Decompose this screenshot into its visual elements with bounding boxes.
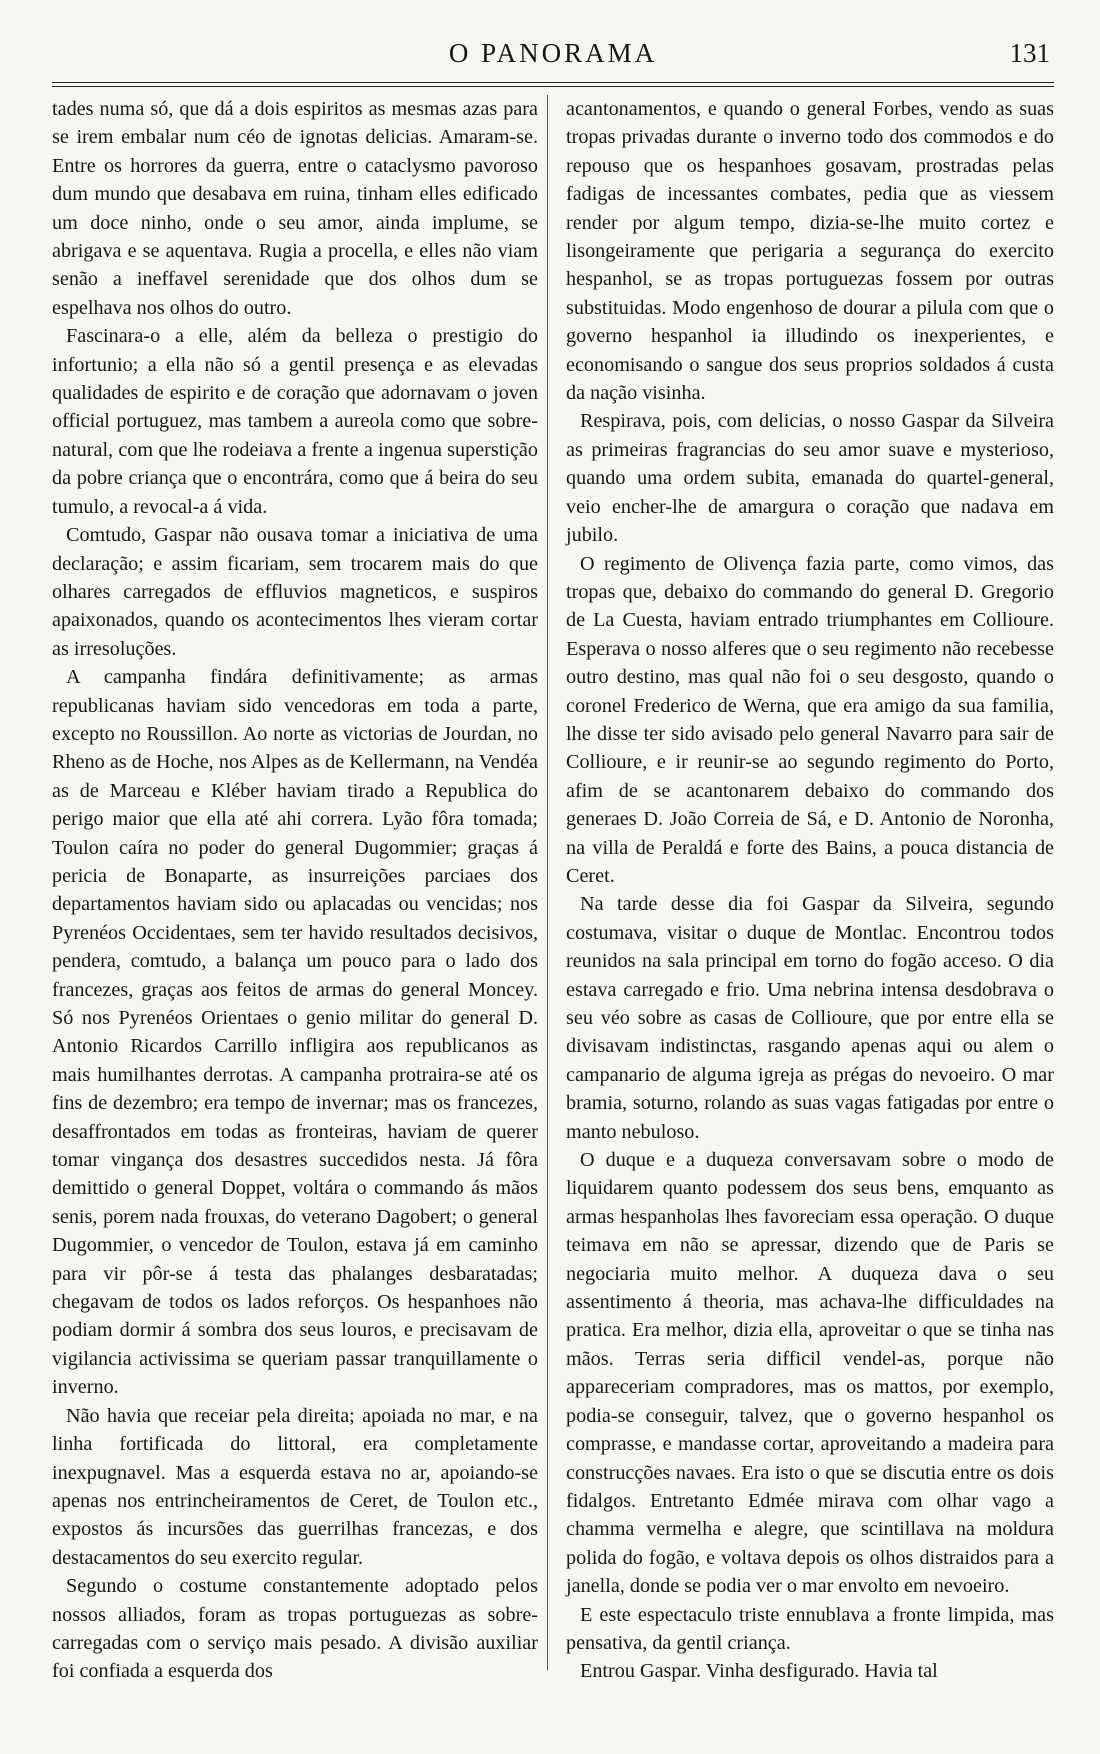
running-title: O PANORAMA (448, 38, 658, 68)
paragraph: O regimento de Olivença fazia parte, como vimos, das tropas que, debaixo do commando do general D. Gregorio de La Cuesta, haviam entrado triumphantes em Collioure. Esperava o nosso alferes que o seu regimento não recebesse outro destino, mas qual não foi o seu desgosto, quando o coronel Frederico de Werna, que era amigo da sua familia, lhe disse ter sido avisado pelo general Navarro para sair de Collioure, e ir reunir-se ao segundo regimento do Porto, afim de se acantonarem debaixo do commando dos generaes D. João Correia de Sá, e D. Antonio de Noronha, na villa de Peraldá e forte des Bains, a pouca distancia de Ceret. (566, 552, 1054, 887)
paragraph: E este espectaculo triste ennublava a fronte limpida, mas pensativa, da gentil criança. (566, 1603, 1054, 1654)
paragraph: tades numa só, que dá a dois espiritos as mesmas azas para se irem embalar num céo de ignotas delicias. Amaram-se. Entre os horrores da guerra, entre o cataclysmo pavoroso dum mundo que desabava em ruina, tinham elles edificado um doce ninho, onde o seu amor, ainda implume, se abrigava e se aquentava. Rugia a procella, e elles não viam senão a ineffavel serenidade que dos olhos dum se espelhava nos olhos do outro. (52, 98, 538, 319)
paragraph: Entrou Gaspar. Vinha desfigurado. Havia tal (580, 1660, 938, 1683)
paragraph: Não havia que receiar pela direita; apoiada no mar, e na linha fortificada do littoral, era completamente inexpugnavel. Mas a esquerda estava no ar, apoiando-se apenas nos entrincheiramentos de Ceret, de Toulon etc., expostos ás incursões das guerrilhas francezas, e dos destacamentos do seu exercito regular. (52, 1404, 538, 1569)
paragraph: O duque e a duqueza conversavam sobre o modo de liquidarem quanto podessem dos seus bens, emquanto as armas hespanholas lhes favoreciam essa operação. O duque teimava em não se apressar, dizendo que de Paris se negociaria muito melhor. A duqueza dava o seu assentimento á theoria, mas achava-lhe difficuldades na pratica. Era melhor, dizia ella, aproveitar o que se tinha nas mãos. Terras seria difficil vendel-as, porque não appareceriam compradores, mas os mattos, por exemplo, podia-se conseguir, talvez, que o governo hespanhol os comprasse, e mandasse cortar, aproveitando a madeira para construcções navaes. Era isto o que se discutia entre os dois fidalgos. Entretanto Edmée mirava com olhar vago a chamma vermelha e alegre, que scintillava na moldura polida do fogão, e voltava depois os olhos distraidos para a janella, donde se podia ver o mar envolto em nevoeiro. (566, 1149, 1054, 1598)
header-rule-thin (52, 86, 1054, 87)
header-rule (52, 82, 1054, 83)
paragraph: Comtudo, Gaspar não ousava tomar a iniciativa de uma declaração; e assim ficariam, sem trocarem mais do que olhares carregados de effluvios magneticos, e suspiros apaixonados, quando os acontecimentos lhes vieram cortar as irresoluções. (52, 524, 538, 660)
left-column (52, 95, 538, 1686)
page-header (52, 38, 1054, 84)
right-column (566, 95, 1054, 1686)
paragraph: Segundo o costume constantemente adoptado pelos nossos alliados, foram as tropas portuguezas as sobre-carregadas com o serviço mais pesado. A divisão auxiliar foi confiada a esquerda dos (52, 1575, 538, 1683)
paragraph: Fascinara-o a elle, além da belleza o prestigio do infortunio; a ella não só a gentil presença e as elevadas qualidades de espirito e de coração que adornavam o joven official portuguez, mas tambem a aureola como que sobre-natural, com que lhe rodeiava a frente a ingenua superstição da pobre criança que o encontrára, como que á beira do seu tumulo, a revocal-a á vida. (52, 325, 538, 518)
paragraph: Na tarde desse dia foi Gaspar da Silveira, segundo costumava, visitar o duque de Montlac. Encontrou todos reunidos na sala principal em torno do fogão acceso. O dia estava carregado e frio. Uma nebrina intensa desdobrava o seu véo sobre as casas de Collioure, que por entre ella se divisavam indistinctas, rasgando apenas aqui ou alem o campanario de alguma igreja as prégas do nevoeiro. O mar bramia, soturno, rolando as suas vagas fatigadas por entre o manto nebuloso. (566, 893, 1054, 1143)
paragraph: acantonamentos, e quando o general Forbes, vendo as suas tropas privadas durante o inverno todo dos commodos e do repouso que os hespanhoes gosavam, prostradas pelas fadigas de incessantes combates, pedia que as viessem render por algum tempo, dizia-se-lhe muito cortez e lisongeiramente que perigaria a segurança do exercito hespanhol, se as tropas portuguezas fossem por outras substituidas. Modo engenhoso de dourar a pilula com que o governo hespanhol ia illudindo os inexperientes, e economisando o sangue dos seus proprios soldados á custa da nação visinha. (566, 98, 1054, 405)
column-divider (547, 95, 548, 1670)
paragraph: Respirava, pois, com delicias, o nosso Gaspar da Silveira as primeiras fragrancias do seu amor suave e mysterioso, quando uma ordem subita, emanada do quartel-general, veio encher-lhe de amargura o coração que nadava em jubilo. (566, 410, 1054, 547)
page-number: 131 (1009, 38, 1050, 68)
paragraph: A campanha findára definitivamente; as armas republicanas haviam sido vencedoras em toda a parte, excepto no Roussillon. Ao norte as victorias de Jourdan, no Rheno as de Hoche, nos Alpes as de Kellermann, na Vendéa as de Marceau e Kléber haviam tirado a Republica do perigo maior que ella até ahi correra. Lyão fôra tomada; Toulon caíra no poder do general Dugommier; graças á pericia de Bonaparte, as insurreições parciaes dos departamentos haviam sido ou aplacadas ou vencidas; nos Pyrenéos Occidentaes, sem ter havido resultados decisivos, pendera, comtudo, a balança um pouco para o lado dos francezes, graças aos feitos de armas do general Moncey. Só nos Pyrenéos Orientaes o genio militar do general D. Antonio Ricardos Carrillo infligira aos republicanos as mais humilhantes derrotas. A campanha protraira-se até os fins de dezembro; era tempo de invernar; mas os francezes, desaffrontados em todas as fronteiras, haviam de querer tomar vingança dos desastres succedidos nesta. Já fôra demittido o general Doppet, voltára o commando ás mãos senis, porem nada frouxas, do veterano Dagobert; o general Dugommier, o vencedor de Toulon, estava já em caminho para vir pôr-se á testa das phalanges desbaratadas; chegavam de todos os lados reforços. Os hespanhoes não podiam dormir á sombra dos seus louros, e precisavam de vigilancia activissima se queriam passar tranquillamente o inverno. (52, 666, 538, 1399)
